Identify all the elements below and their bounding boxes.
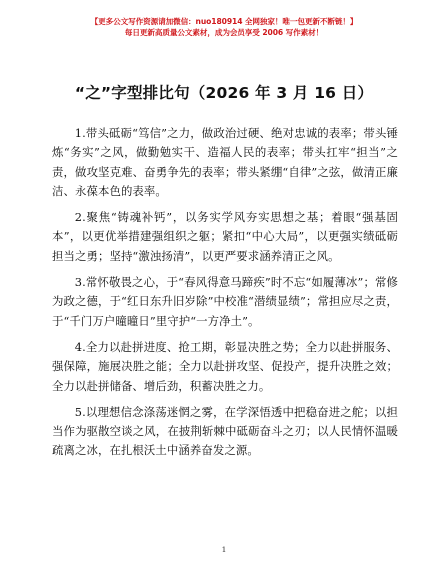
promo-line-1: 【更多公文写作资源请加微信：nuo180914 全网独家！唯一包更新不断链！】 (90, 17, 358, 26)
paragraph-2: 2.聚焦“铸魂补钙”，以务实学风夯实思想之基；着眼“强基固本”，以更优举措建强组织之躯；紧扣“中心大局”，以更强实绩砥砺担当之勇；坚持“激浊扬清”，以更严要求涵养清正之风。 (52, 210, 398, 263)
document-body (52, 124, 398, 468)
promo-header (0, 16, 448, 38)
promo-line-2: 每日更新高质量公文素材，成为会员享受 2006 写作素材！ (124, 28, 324, 37)
paragraph-5: 5.以理想信念涤荡迷惘之雾，在学深悟透中把稳奋进之舵；以担当作为驱散空谈之风，在披荆斩棘中砥砺奋斗之刃；以人民情怀温暖疏离之冰，在扎根沃土中涵养奋发之源。 (52, 404, 398, 458)
paragraph-1: 1.带头砥砺“笃信”之力，做政治过硬、绝对忠诚的表率；带头锤炼“务实”之风，做勤勉实干、造福人民的表率；带头扛牢“担当”之责，做攻坚克难、奋勇争先的表率；带头紧绷“自律”之弦，做清正廉洁、永葆本色的表率。 (52, 126, 398, 198)
page-number: 1 (221, 545, 227, 554)
document-title: “之”字型排比句（2026 年 3 月 16 日） (74, 84, 374, 102)
paragraph-4: 4.全力以赴拼进度、抢工期，彰显决胜之势；全力以赴拼服务、强保障，施展决胜之能；全力以赴拼攻坚、促投产，提升决胜之效；全力以赴拼储备、增后劲，积蓄决胜之力。 (52, 339, 398, 393)
paragraph-3: 3.常怀敬畏之心，于“春风得意马蹄疾”时不忘“如履薄冰”；常修为政之德，于“红日东升旧岁除”中校准“潜绩显绩”；常担应尽之责，于“千门万户曈曈日”里守护“一方净土”。 (52, 275, 398, 328)
